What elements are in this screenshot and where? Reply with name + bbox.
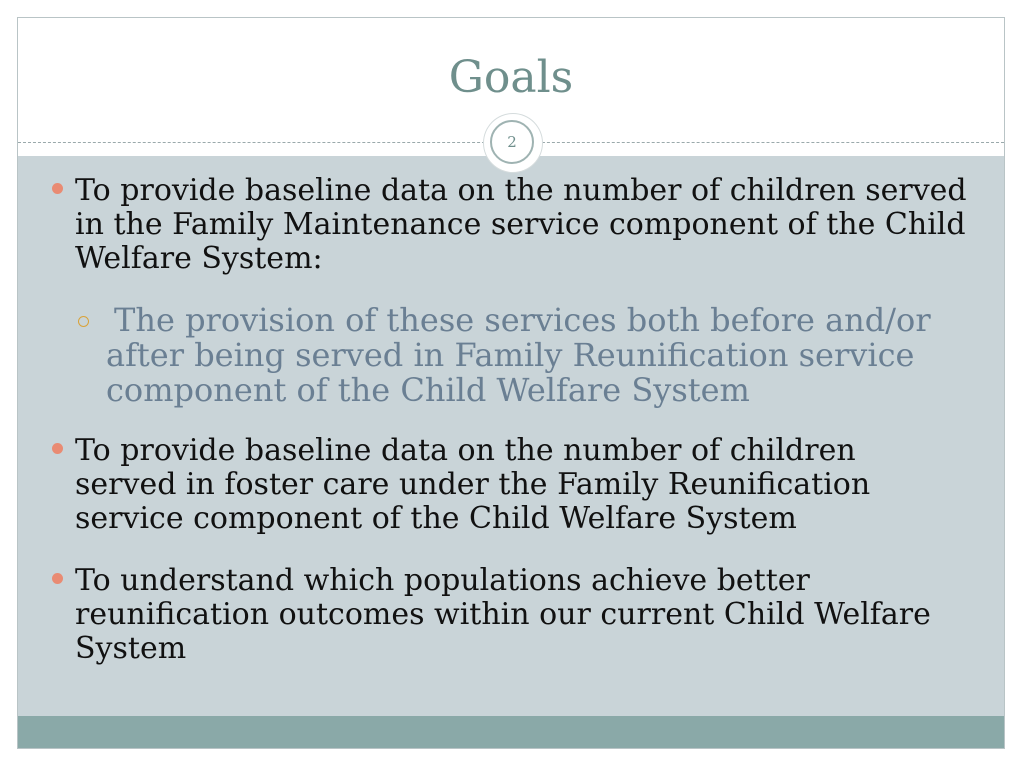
page-number: 2 [490, 120, 534, 164]
bullet-dot-icon [52, 183, 63, 194]
sub-bullet-circle-icon [78, 316, 89, 327]
sub-bullet-item: The provision of these services both before and/or after being served in Family Reunification service component of the Child Welfare System [106, 301, 931, 409]
bullet-item-3: To understand which populations achieve better reunification outcomes within our current Child Welfare System [75, 563, 931, 666]
bullet-item-1: To provide baseline data on the number of children served in the Family Maintenance service component of the Child Welfare System: [75, 173, 967, 276]
bullet-item-2: To provide baseline data on the number of children served in foster care under the Family Reunification service component of the Child Welfare System [75, 433, 871, 536]
slide-title: Goals [448, 52, 574, 103]
footer-bar [18, 716, 1004, 749]
page-number-badge [484, 114, 542, 172]
bullet-dot-icon [52, 443, 63, 454]
content-area [18, 156, 1004, 716]
slide [17, 17, 1005, 749]
bullet-dot-icon [52, 573, 63, 584]
